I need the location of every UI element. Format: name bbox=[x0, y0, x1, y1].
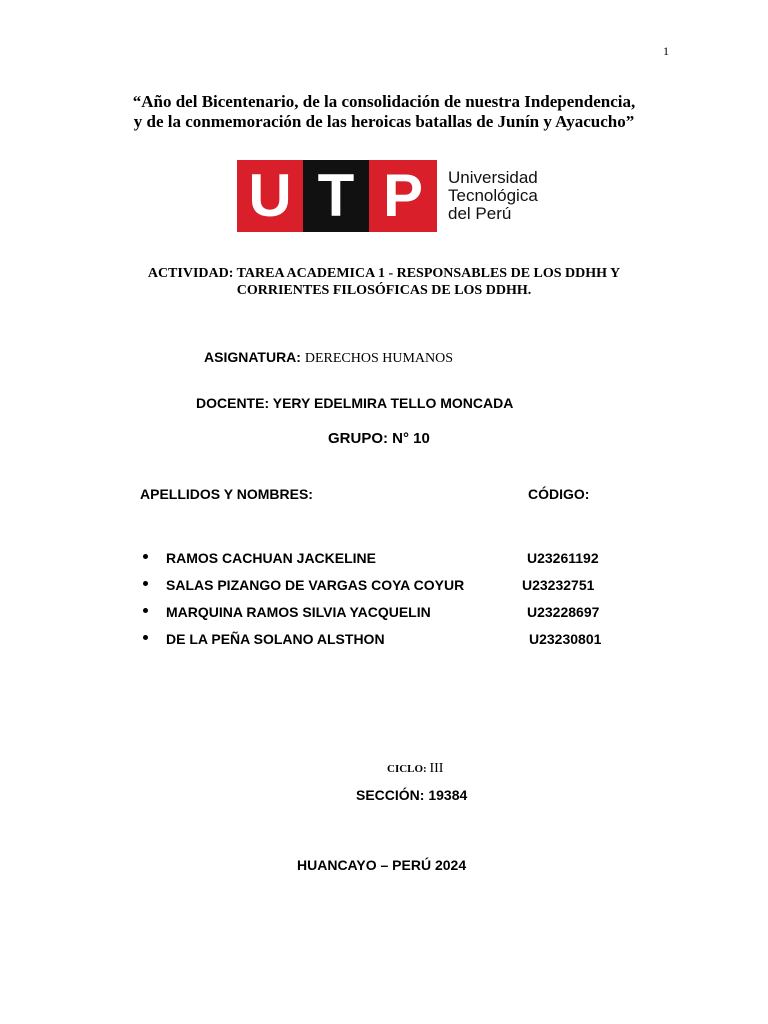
docente: DOCENTE: YERY EDELMIRA TELLO MONCADA bbox=[196, 395, 514, 411]
year-title-line-2: y de la conmemoración de las heroicas batallas de Junín y Ayacucho” bbox=[133, 112, 635, 131]
member-row bbox=[0, 550, 768, 570]
city-year: HUANCAYO – PERÚ 2024 bbox=[297, 857, 467, 873]
asignatura-label: ASIGNATURA: bbox=[204, 349, 305, 365]
logo-name-line-1: Universidad bbox=[448, 168, 538, 187]
logo-name-line-2: Tecnológica bbox=[448, 186, 538, 205]
logo-name-line-3: del Perú bbox=[448, 204, 512, 223]
logo-university-name bbox=[448, 169, 538, 223]
bullet-icon bbox=[143, 581, 148, 586]
member-code: U23232751 bbox=[522, 577, 595, 593]
ciclo bbox=[387, 759, 443, 777]
utp-logo bbox=[237, 160, 547, 232]
member-code: U23261192 bbox=[527, 550, 599, 566]
grupo: GRUPO: N° 10 bbox=[328, 430, 430, 447]
members-header-code: CÓDIGO: bbox=[528, 486, 590, 502]
seccion: SECCIÓN: 19384 bbox=[356, 787, 468, 803]
member-code: U23228697 bbox=[527, 604, 600, 620]
year-title bbox=[0, 92, 768, 132]
member-row bbox=[0, 631, 768, 651]
members-header-names: APELLIDOS Y NOMBRES: bbox=[140, 486, 313, 502]
activity-title bbox=[0, 265, 768, 299]
logo-letter-t: T bbox=[303, 160, 369, 232]
ciclo-value: III bbox=[429, 761, 444, 776]
activity-line-2: CORRIENTES FILOSÓFICAS DE LOS DDHH. bbox=[236, 283, 532, 298]
member-name: MARQUINA RAMOS SILVIA YACQUELIN bbox=[166, 604, 431, 620]
activity-line-1: ACTIVIDAD: TAREA ACADEMICA 1 - RESPONSABLES DE LOS DDHH Y bbox=[147, 266, 621, 281]
year-title-line-1: “Año del Bicentenario, de la consolidación de nuestra Independencia, bbox=[132, 92, 636, 111]
logo-letter-p: P bbox=[369, 160, 437, 232]
member-name: SALAS PIZANGO DE VARGAS COYA COYUR bbox=[166, 577, 465, 593]
logo-letter-u: U bbox=[237, 160, 303, 232]
member-name: RAMOS CACHUAN JACKELINE bbox=[166, 550, 377, 566]
bullet-icon bbox=[143, 608, 148, 613]
bullet-icon bbox=[143, 554, 148, 559]
ciclo-label: CICLO: bbox=[387, 763, 430, 775]
member-name: DE LA PEÑA SOLANO ALSTHON bbox=[166, 631, 385, 647]
member-code: U23230801 bbox=[529, 631, 602, 647]
page-number: 1 bbox=[663, 44, 669, 58]
member-row bbox=[0, 577, 768, 597]
asignatura-value: DERECHOS HUMANOS bbox=[304, 351, 454, 366]
bullet-icon bbox=[143, 635, 148, 640]
member-row bbox=[0, 604, 768, 624]
asignatura bbox=[204, 349, 453, 367]
